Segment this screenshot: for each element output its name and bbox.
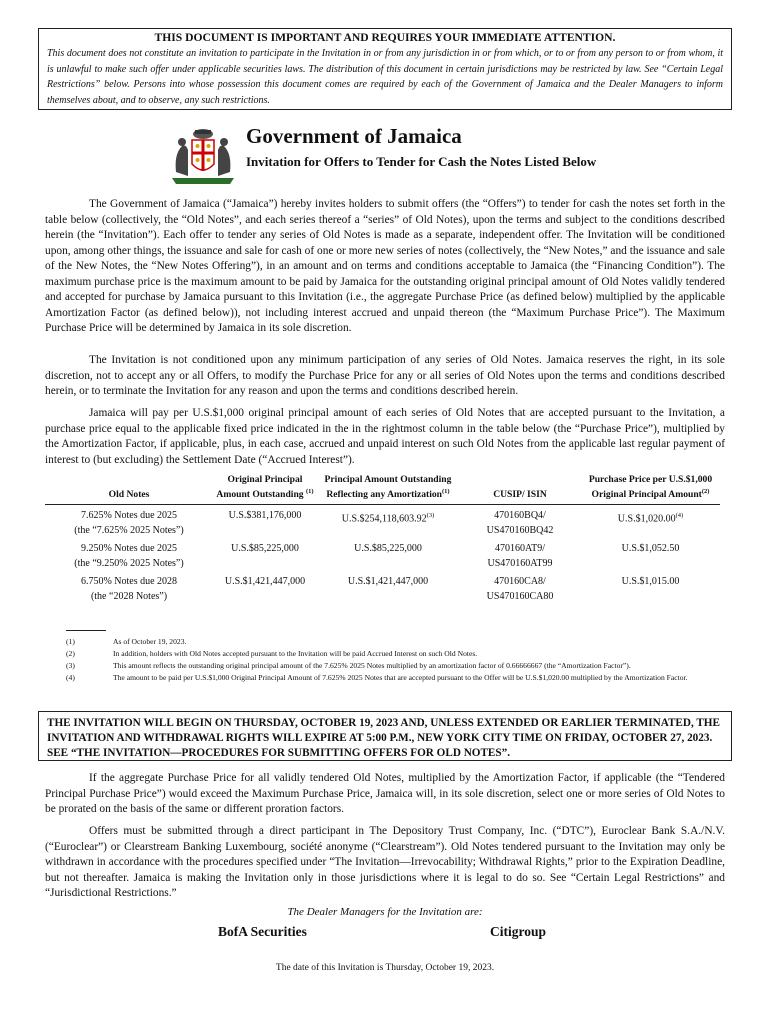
old-notes-table — [45, 474, 720, 604]
table-row: 7.625% Notes due 2025 (the “7.625% 2025 Notes”) U.S.$381,176,000 U.S.$254,118,603.92$^{(3)}$ 470160BQ4/ US470160BQ42 U.S.$1,020.00$^{(4)}$ — [74, 510, 684, 536]
footnote-3: (3) This amount reflects the outstanding original principal amount of the 7.625% 2025 Notes multiplied by an amortization factor of 0.66666667 (the “Amortization Factor”). — [66, 661, 631, 670]
header-purchase-price: Purchase Price per U.S.$1,000 Original Principal Amount$^{(2)}$ — [581, 474, 720, 505]
invitation-date: The date of this Invitation is Thursday, October 19, 2023. — [275, 963, 495, 973]
footnote-1: (1) As of October 19, 2023. — [66, 637, 187, 646]
footnote-2: (2) In addition, holders with Old Notes accepted pursuant to the Invitation will be paid Accrued Interest on such Old Notes. — [66, 649, 478, 658]
important-notice-box — [38, 28, 732, 110]
header-original-principal: Original Principal Amount Outstanding $^{(1)}$ — [213, 474, 317, 505]
dealer-managers-intro: The Dealer Managers for the Invitation are: — [287, 906, 483, 918]
header-principal-outstanding: Principal Amount Outstanding Reflecting any Amortization$^{(1)}$ — [317, 474, 459, 505]
page-title: Government of Jamaica — [246, 124, 462, 148]
submission-paragraph: Offers must be submitted through a direct participant in The Depository Trust Company, Inc. (“DTC”), Euroclear Bank S.A./N.V. (“Euroclear”) or Clearstream Banking Luxembourg, société anonyme (“Clearstream”). Old Notes tendered pursuant to the Invitation may only be withdrawn in accordance with the procedures specified under “The Invitation—Irrevocability; Withdrawal Rights,” prior to the Expiration Deadline, but not thereafter. Jamaica is making the Invitation only in those jurisdictions where it is legal to do so. See “Certain Legal Restrictions” and “Jurisdictional Restrictions.” — [45, 825, 725, 899]
notice-text: This document does not constitute an invitation to participate in the Invitation in or from any jurisdiction in or from which, or to or from any person to or from whom, it is unlawful to make such offer under applicable securities laws. The distribution of this document in certain jurisdictions may be restricted by law. See “Certain Legal Restrictions” below. Persons into whose possession this document comes are required by each of the Government of Jamaica and the Dealer Managers to inform themselves about, and to observe, any such restrictions. — [47, 48, 723, 106]
expiration-warning-box: THE INVITATION WILL BEGIN ON THURSDAY, OCTOBER 19, 2023 AND, UNLESS EXTENDED OR EARLIER TERMINATED, THE INVITATION AND WITHDRAWAL RIGHTS WILL EXPIRE AT 5:00 P.M., NEW YORK CITY TIME ON FRIDAY, OCTOBER 27, 2023. SEE “THE INVITATION—PROCEDURES FOR SUBMITTING OFFERS FOR OLD NOTES”. — [38, 711, 732, 761]
proration-paragraph: If the aggregate Purchase Price for all validly tendered Old Notes, multiplied by the Amortization Factor, if applicable (the “Tendered Principal Purchase Price”) would exceed the Maximum Purchase Price, Jamaica will, in its sole discretion, select one or more series of Old Notes to be prorated on the basis of the same or different proration factors. — [45, 772, 725, 815]
header-cusip-isin: CUSIP/ ISIN — [459, 474, 581, 505]
purchase-price-paragraph: Jamaica will pay per U.S.$1,000 original principal amount of each series of Old Notes that are accepted pursuant to the Invitation, a purchase price equal to the applicable fixed price indicated in the in the rightmost column in the table below (the “Purchase Price”), multiplied by the Amortization Factor, if applicable, plus, in each case, accrued and unpaid interest on such Old Notes from the applicable last regular payment of interest to (but excluding) the Settlement Date (“Accrued Interest”). — [45, 407, 725, 466]
intro-paragraph: The Government of Jamaica (“Jamaica”) hereby invites holders to submit offers (the “Offers”) to tender for cash the notes set forth in the table below (collectively, the “Old Notes”, and each series thereof a “series” of Old Notes), upon the terms and subject to the conditions described herein (the “Invitation”). Each offer to tender any series of Old Notes is made as a separate, independent offer. The Invitation will be conditioned upon, among other things, the issuance and sale for cash of one or more new series of notes (collectively, the “New Notes,” and the issuance and sale of the New Notes, the “New Notes Offering”), in an amount and on terms and conditions acceptable to Jamaica (the “Financing Condition”). The maximum purchase price is the maximum amount to be paid by Jamaica for the outstanding original principal amount of Old Notes validly tendered and accepted for purchase by Jamaica pursuant to this Invitation (i.e., the aggregate Purchase Price (as defined below) multiplied by the applicable Amortization Factor (as defined below)), not including interest accrued and unpaid thereon (the “Maximum Purchase Price”). The Maximum Purchase Price will be determined by Jamaica in its sole discretion. — [45, 198, 725, 334]
jamaica-coat-of-arms-icon — [168, 124, 238, 188]
header-old-notes: Old Notes — [45, 474, 213, 505]
dealer-bofa: BofA Securities — [218, 924, 307, 939]
page-subtitle: Invitation for Offers to Tender for Cash the Notes Listed Below — [246, 154, 597, 169]
conditions-paragraph: The Invitation is not conditioned upon any minimum participation of any series of Old Notes. Jamaica reserves the right, in its sole discretion, not to accept any or all Offers, to modify the Purchase Price for any or all series of Old Notes upon the terms and conditions described herein, or to terminate the Invitation for any reason and upon the terms and conditions described herein. — [45, 354, 725, 397]
notice-heading: THIS DOCUMENT IS IMPORTANT AND REQUIRES YOUR IMMEDIATE ATTENTION. — [154, 31, 616, 44]
table-row: 6.750% Notes due 2028 (the “2028 Notes”) U.S.$1,421,447,000 U.S.$1,421,447,000 470160CA8/ US470160CA80 U.S.$1,015.00 — [80, 576, 680, 602]
dealer-citigroup: Citigroup — [490, 924, 547, 939]
table-row: 9.250% Notes due 2025 (the “9.250% 2025 Notes”) U.S.$85,225,000 U.S.$85,225,000 470160AT9/ US470160AT99 U.S.$1,052.50 — [74, 543, 680, 569]
footnote-4: (4) The amount to be paid per U.S.$1,000 Original Principal Amount of 7.625% 2025 Notes that are accepted pursuant to the Offer will be U.S.$1,020.00 multiplied by the Amortization Factor. — [66, 673, 688, 682]
footnote-divider — [66, 630, 106, 631]
